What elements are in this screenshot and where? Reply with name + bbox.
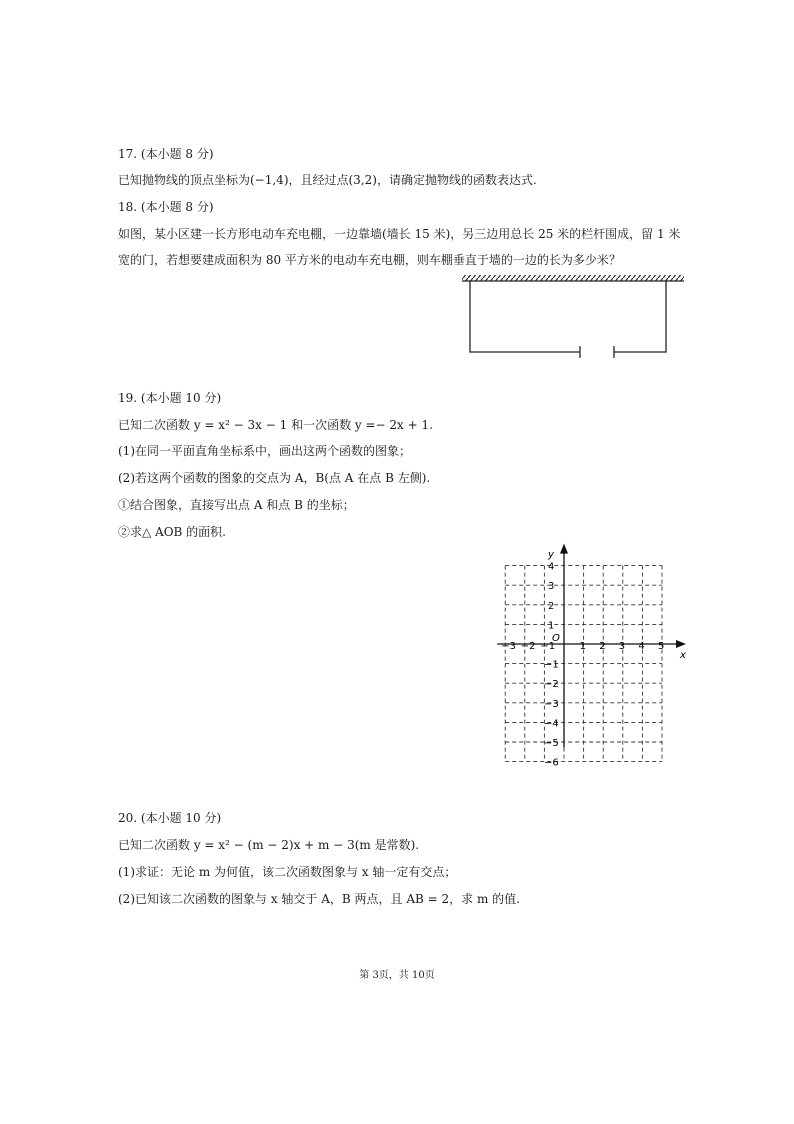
x-tick-label: −1 (540, 641, 556, 652)
fence-left (470, 281, 580, 352)
q18-header: 18. (本小题 8 分) (118, 200, 214, 214)
q18-stem-line2: 宽的门，若想要建成面积为 80 平方米的电动车充电棚，则车棚垂直于墙的一边的长为多少米？ (118, 253, 621, 267)
shed-figure (458, 272, 688, 362)
x-axis-arrow (676, 640, 686, 648)
x-tick-label: 4 (638, 641, 645, 652)
x-tick-label: −3 (501, 641, 516, 652)
q17-header: 17. (本小题 8 分) (118, 147, 214, 161)
y-tick-label: 2 (548, 600, 555, 612)
q19-header: 19. (本小题 10 分) (118, 391, 222, 405)
y-tick-label: −6 (544, 757, 559, 769)
origin-label: O (552, 633, 560, 644)
coordinate-grid (480, 540, 690, 785)
y-tick-label: −2 (544, 679, 559, 691)
x-tick-label: 2 (599, 641, 606, 652)
q19-part1: (1)在同一平面直角坐标系中，画出这两个函数的图象； (118, 444, 412, 458)
x-tick-label: 3 (618, 641, 626, 652)
q19-part2: (2)若这两个函数的图象的交点为 A，B(点 A 在点 B 左侧). (118, 471, 431, 485)
q20-stem: 已知二次函数 y = x² − (m − 2)x + m − 3(m 是常数). (118, 838, 420, 852)
y-tick-label: −1 (544, 659, 559, 671)
q20-part2: (2)已知该二次函数的图象与 x 轴交于 A，B 两点，且 AB = 2，求 m 的值. (118, 892, 520, 906)
q17-stem: 已知抛物线的顶点坐标为(−1,4)，且经过点(3,2)，请确定抛物线的函数表达式. (118, 173, 537, 187)
y-tick-label: 4 (548, 561, 555, 573)
fence-right (614, 281, 666, 352)
y-tick-label: −4 (544, 718, 559, 730)
q20-header: 20. (本小题 10 分) (118, 811, 222, 825)
x-tick-label: 1 (579, 641, 586, 652)
q20-part1: (1)求证：无论 m 为何值，该二次函数图象与 x 轴一定有交点； (118, 865, 457, 879)
wall-hatching (462, 275, 684, 281)
y-axis-label: y (548, 549, 554, 561)
q19-sub2: ②求△ AOB 的面积. (118, 525, 226, 539)
y-tick-label: −3 (544, 698, 559, 710)
q19-sub1: ①结合图象，直接写出点 A 和点 B 的坐标； (118, 498, 355, 512)
q19-stem: 已知二次函数 y = x² − 3x − 1 和一次函数 y =− 2x + 1. (118, 418, 433, 432)
y-tick-label: 3 (548, 581, 555, 593)
x-tick-label: −2 (520, 641, 536, 652)
x-axis-label: x (680, 650, 686, 661)
page-footer: 第 3页，共 10页 (359, 970, 435, 981)
y-axis-arrow (560, 544, 568, 554)
y-tick-label: −5 (544, 738, 559, 749)
y-tick-label: 1 (548, 620, 555, 632)
q18-stem-line1: 如图，某小区建一长方形电动车充电棚，一边靠墙(墙长 15 米)，另三边用总长 25 米的栏杆围成，留 1 米 (118, 227, 681, 241)
x-tick-label: 5 (658, 641, 665, 652)
